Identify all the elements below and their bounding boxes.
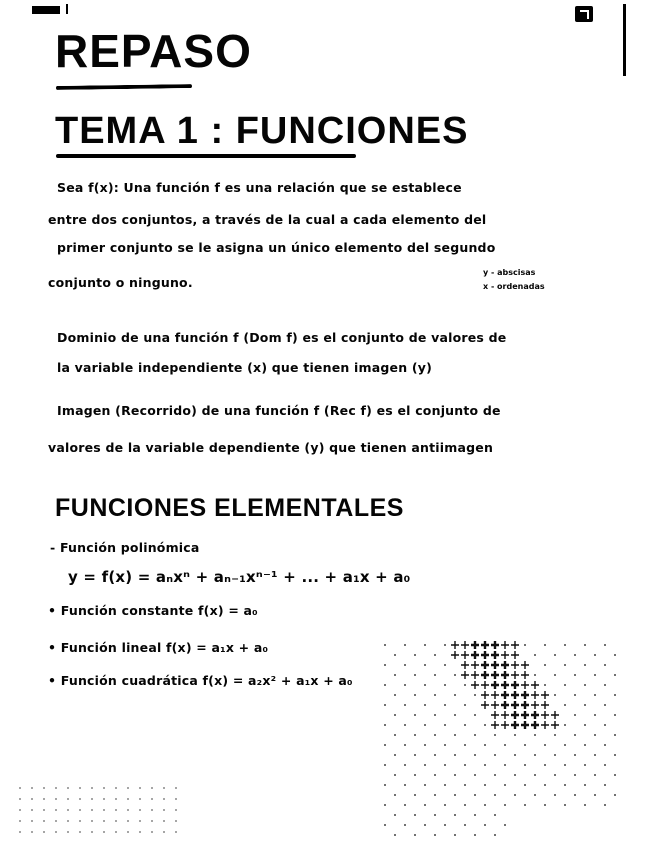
funcion-constante: • Función constante f(x) = a₀ xyxy=(48,603,258,618)
corner-mark xyxy=(32,6,60,14)
funcion-lineal: • Función lineal f(x) = a₁x + a₀ xyxy=(48,640,269,655)
note-x: x - ordenadas xyxy=(483,282,545,291)
dot-grid-bottom xyxy=(0,780,300,840)
section-underline xyxy=(56,154,356,158)
elementales-heading: FUNCIONES ELEMENTALES xyxy=(55,494,404,522)
definition-line-3: primer conjunto se le asigna un único elemento del segundo xyxy=(57,240,496,255)
polinomica-formula: y = f(x) = aₙxⁿ + aₙ₋₁xⁿ⁻¹ + ... + a₁x + a₀ xyxy=(68,568,411,586)
margin-rule xyxy=(623,4,626,76)
imagen-line-1: Imagen (Recorrido) de una función f (Rec f) es el conjunto de xyxy=(57,403,501,418)
corner-tick xyxy=(66,4,68,14)
page-corner-icon xyxy=(575,6,593,22)
polinomica-label: - Función polinómica xyxy=(50,540,200,555)
definition-line-1: Sea f(x): Una función f es una relación que se establece xyxy=(57,180,462,195)
funcion-cuadratica: • Función cuadrática f(x) = a₂x² + a₁x + a₀ xyxy=(48,673,353,688)
title-underline xyxy=(56,84,192,90)
dominio-line-1: Dominio de una función f (Dom f) es el conjunto de valores de xyxy=(57,330,507,345)
dominio-line-2: la variable independiente (x) que tienen imagen (y) xyxy=(57,360,433,375)
imagen-line-2: valores de la variable dependiente (y) que tienen antiimagen xyxy=(48,440,494,455)
section-title: TEMA 1 : FUNCIONES xyxy=(55,110,469,152)
note-y: y - abscisas xyxy=(483,268,536,277)
dot-grid-decoration xyxy=(380,640,630,845)
page-title: REPASO xyxy=(55,25,252,77)
definition-line-2: entre dos conjuntos, a través de la cual a cada elemento del xyxy=(48,212,487,227)
definition-line-4: conjunto o ninguno. xyxy=(48,275,193,290)
